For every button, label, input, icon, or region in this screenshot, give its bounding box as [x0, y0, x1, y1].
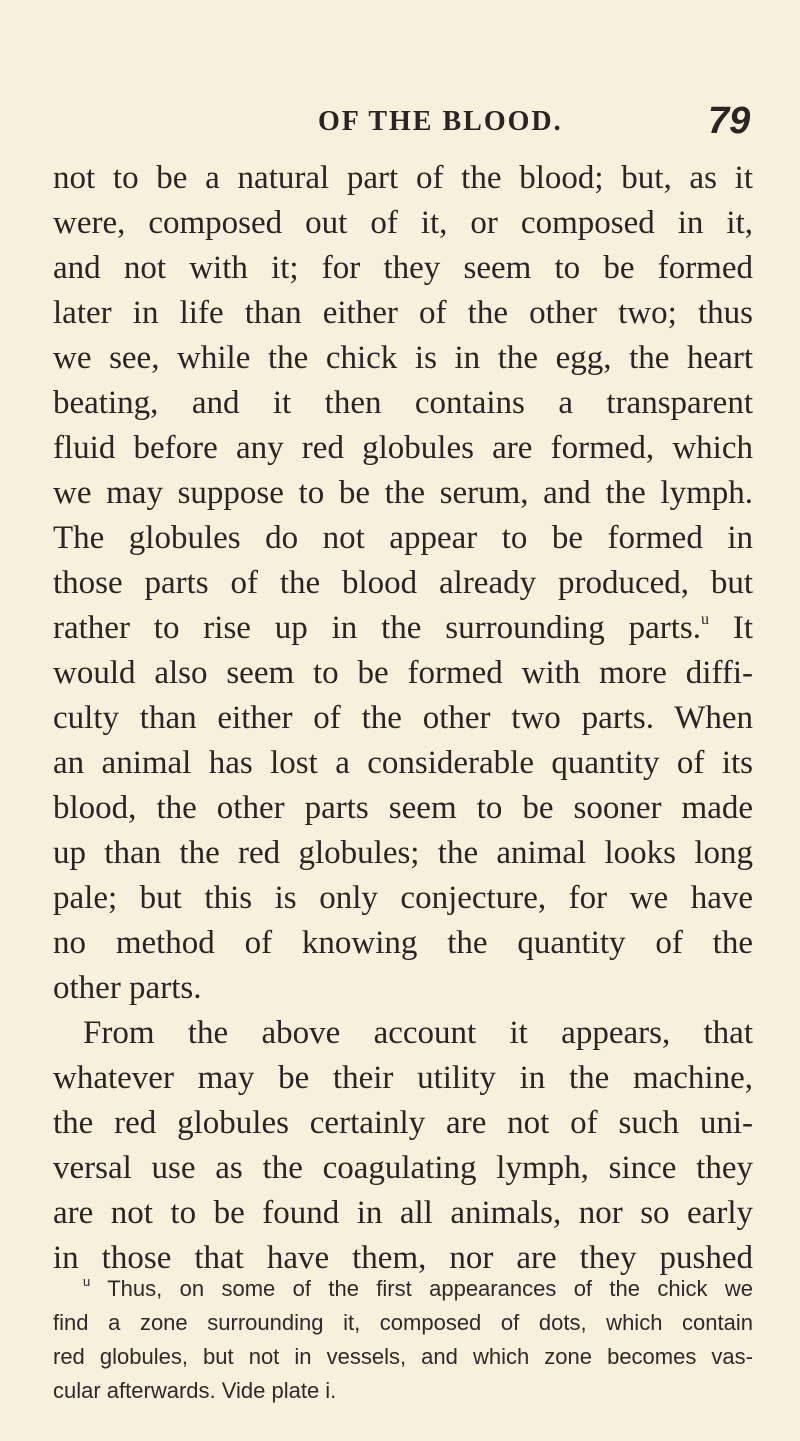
- footnote-line: red globules, but not in vessels, and which zone becomes vas-: [53, 1344, 753, 1369]
- text-line: From the above account it appears, that: [83, 1015, 753, 1051]
- text-line: up than the red globules; the animal looks long: [53, 835, 753, 871]
- text-line: no method of knowing the quantity of the: [53, 925, 753, 961]
- footnote-reference[interactable]: u: [700, 611, 709, 628]
- text-line: beating, and it then contains a transparent: [53, 385, 753, 421]
- text-line: blood, the other parts seem to be sooner made: [53, 790, 753, 826]
- text-fragment: It: [732, 610, 753, 646]
- text-line: fluid before any red globules are formed, which: [53, 430, 753, 466]
- text-line: an animal has lost a considerable quantity of its: [53, 745, 753, 781]
- text-fragment: Thus, on some of the first appearances of the chick we: [107, 1276, 753, 1301]
- running-title: OF THE BLOOD.: [318, 106, 563, 137]
- text-line: not to be a natural part of the blood; but, as it: [53, 160, 753, 196]
- text-line: in those that have them, nor are they pushed: [53, 1240, 753, 1276]
- text-line: later in life than either of the other two; thus: [53, 295, 753, 331]
- text-line: culty than either of the other two parts. When: [53, 700, 753, 736]
- text-line: were, composed out of it, or composed in it,: [53, 205, 753, 241]
- text-line: versal use as the coagulating lymph, since they: [53, 1150, 753, 1186]
- body-text: [53, 156, 753, 1281]
- text-line: we see, while the chick is in the egg, the heart: [53, 340, 753, 376]
- text-line: would also seem to be formed with more diffi-: [53, 655, 753, 691]
- footnote-line: cular afterwards. Vide plate i.: [53, 1378, 337, 1403]
- footnote-line: find a zone surrounding it, composed of dots, which contain: [53, 1310, 753, 1335]
- page-number: 79: [708, 100, 751, 142]
- footnote-line: [53, 1272, 753, 1306]
- text-line: and not with it; for they seem to be formed: [53, 250, 753, 286]
- footnote-marker: u: [83, 1274, 91, 1289]
- page-header: [0, 100, 800, 146]
- text-line-with-footnote-ref: [53, 606, 753, 651]
- text-line: whatever may be their utility in the machine,: [53, 1060, 753, 1096]
- text-line: pale; but this is only conjecture, for we have: [53, 880, 753, 916]
- text-line: The globules do not appear to be formed in: [53, 520, 753, 556]
- text-line: those parts of the blood already produced, but: [53, 565, 753, 601]
- text-fragment: rather to rise up in the surrounding parts.: [53, 610, 701, 646]
- text-line: other parts.: [53, 970, 202, 1006]
- text-line: are not to be found in all animals, nor so early: [53, 1195, 753, 1231]
- text-line: the red globules certainly are not of such uni-: [53, 1105, 753, 1141]
- text-line: we may suppose to be the serum, and the lymph.: [53, 475, 753, 511]
- footnote: [53, 1272, 753, 1408]
